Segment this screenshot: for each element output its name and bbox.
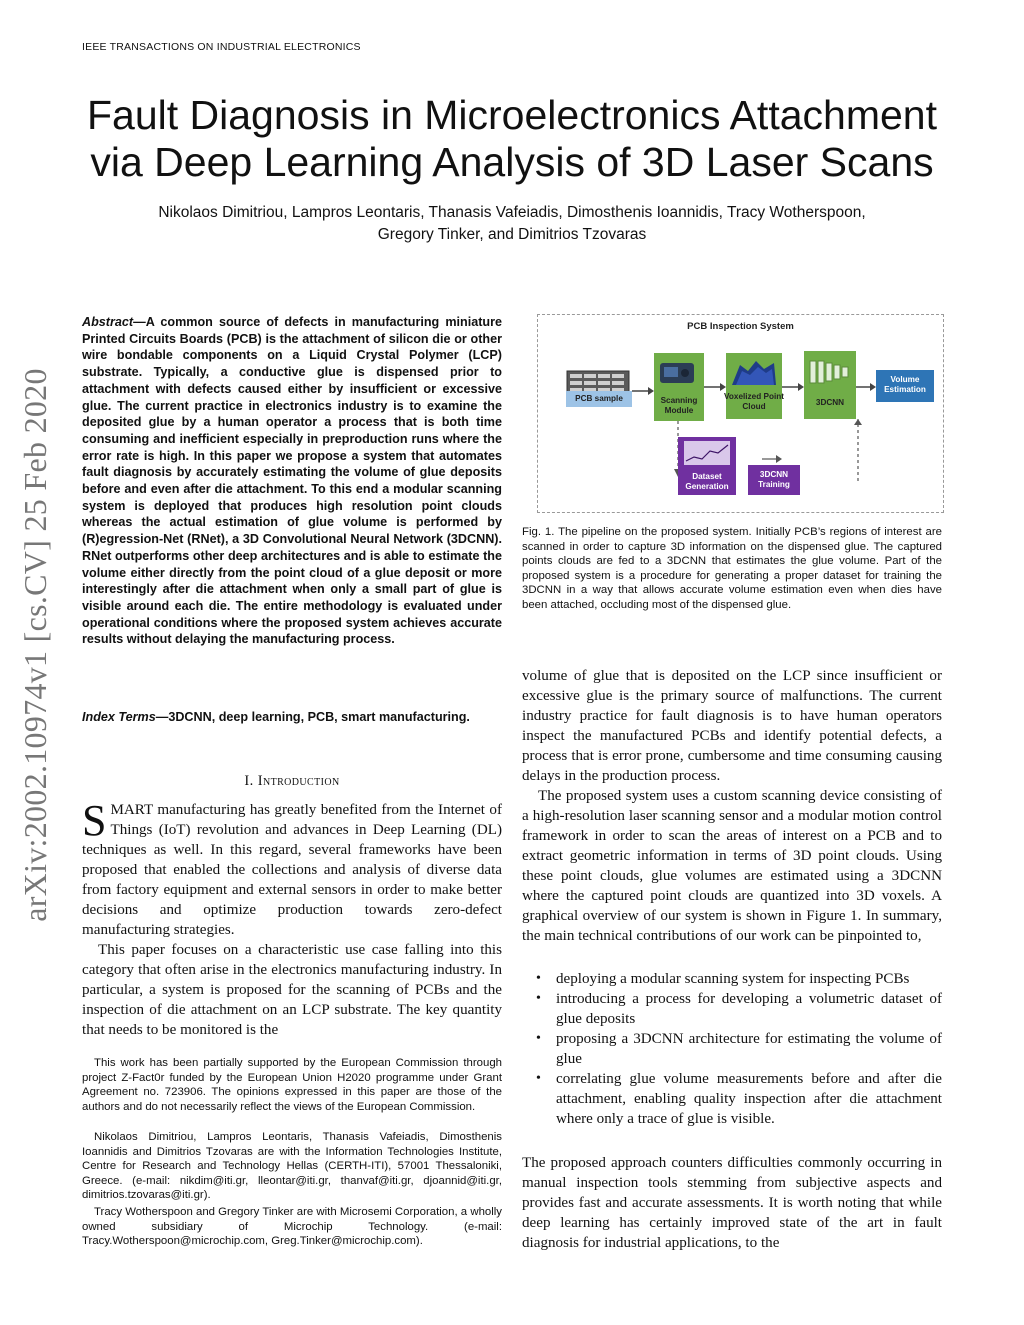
dataset-chart-icon — [684, 441, 730, 465]
abstract-text: —A common source of defects in manufacturing miniature Printed Circuits Boards (PCB) is the attachment of silicon die or other wire bondable components on a Liquid Crystal Polymer (LCP) substrate. Typically, a conductive glue is dispensed prior to attachment with defects caused either by insufficient or excessive glue. The current practice in electronics industry is to examine the deposited glue by a human operator a process that is both time consuming and inefficient especially in preproduction runs where the error rate is high. In this paper we propose a system that automates fault diagnosis by accurately estimating the volume of glue deposits before and even after die attachment. To this end a modular scanning system is deployed that produces high resolution point clouds whereas the actual estimation of glue volume is performed by (R)egression-Net (RNet), a 3D Convolutional Neural Network (3DCNN). RNet outperforms other deep architectures and is able to estimate the volume either directly from the point cloud of a glue deposit or more interestingly after die attachment when only a small part of glue is visible around each die. The entire methodology is evaluated under operational conditions where the proposed system achieves accurate results without delaying the manufacturing process. — [82, 315, 502, 647]
arxiv-stamp — [12, 352, 58, 938]
index-terms-text: —3DCNN, deep learning, PCB, smart manufacturing. — [155, 710, 470, 724]
section-heading — [82, 773, 502, 790]
intro-p1-text: MART manufacturing has greatly benefited from the Internet of Things (IoT) revolution and advances in Deep Learning (DL) techniques as well. In this regard, several frameworks have been proposed that enabled the collections and analysis of diverse data from factory equipment and external sensors in order to make better decisions and optimize production towards zero-defect manufacturing strategies. — [82, 802, 502, 938]
list-item: • correlating glue volume measurements before and after die attachment, enabling quality inspection after die attachment where only a trace of glue is visible. — [522, 1069, 942, 1129]
training-label: 3DCNN Training — [758, 470, 790, 489]
network-layers-icon — [808, 355, 852, 389]
arxiv-stamp-text: arXiv:2002.10974v1 [cs.CV] 25 Feb 2020 — [17, 368, 53, 922]
intro-paragraph-1 — [82, 796, 502, 940]
authors — [80, 202, 944, 246]
authors-line-2: Gregory Tinker, and Dimitrios Tzovaras — [377, 226, 647, 243]
cnn-label: 3DCNN — [815, 398, 845, 407]
arrow-right-icon — [632, 385, 654, 397]
list-item: • introducing a process for developing a volumetric dataset of glue deposits — [522, 989, 942, 1029]
scanner-icon — [658, 357, 698, 389]
arrow-right-icon — [782, 381, 804, 393]
section-number: I. — [244, 773, 254, 789]
paper-title — [60, 92, 964, 186]
figure-1 — [537, 314, 944, 513]
col2-paragraph-2: The proposed system uses a custom scanning device consisting of a high-resolution laser scanning sensor and a modular motion control framework in order to scan the areas of interest on a PCB and to extract geometric information in terms of 3D point clouds. Using these point clouds, glue volumes are estimated using a 3DCNN where the captured point clouds are quantized into 3D voxels. A graphical overview of our system is shown in Figure 1. In summary, the main technical contributions of our work can be pinpointed to, — [522, 788, 942, 944]
footnote-affiliation-1: Nikolaos Dimitriou, Lampros Leontaris, Thanasis Vafeiadis, Dimosthenis Ioannidis and Dimitrios Tzovaras are with the Information Technologies Institute, Centre for Research and Technology Hellas (CERTH-ITI), 57001 Thessaloniki, Greece. (e-mail: nikdim@iti.gr, lleontar@iti.gr, thanvaf@iti.gr, djoannid@iti.gr, dimitrios.tzovaras@iti.gr). — [82, 1131, 502, 1202]
col2-paragraph-3: The proposed approach counters difficulties commonly occurring in manual inspection tools stemming from subjective aspects and provides fast and accurate assessments. It is worth noting that while deep learning has certainly improved state of the art in fault diagnosis for industrial applications, to the — [522, 1155, 942, 1251]
figure-caption: Fig. 1. The pipeline on the proposed system. Initially PCB’s regions of interest are scanned in order to capture 3D information on the dispensed glue. The captured points clouds are fed to a 3DCNN that estimates the glue volume. Part of the proposed system is a procedure for generating a proper dataset for training the 3DCNN in a way that allows accurate volume estimation even when dies have been attached, occluding most of the dispensed glue. — [522, 526, 942, 611]
pcb-sample-label: PCB sample — [575, 394, 623, 403]
arrow-right-icon — [856, 381, 876, 393]
authors-line-1: Nikolaos Dimitriou, Lampros Leontaris, Thanasis Vafeiadis, Dimosthenis Ioannidis, Tracy Wotherspoon, — [158, 204, 866, 221]
abstract-label: Abstract — [82, 315, 134, 329]
contributions-list — [522, 969, 942, 1129]
journal-header: IEEE TRANSACTIONS ON INDUSTRIAL ELECTRONICS — [82, 41, 361, 53]
title-line-2: via Deep Learning Analysis of 3D Laser Scans — [90, 139, 934, 185]
scanning-module-label: Scanning Module — [660, 396, 698, 415]
list-item: • proposing a 3DCNN architecture for estimating the volume of glue — [522, 1029, 942, 1069]
col2-paragraph-1: volume of glue that is deposited on the LCP since insufficient or excessive glue is the primary source of malfunctions. The current industry practice for fault diagnosis is to have human operators inspect the manufactured PCBs and identify potential defects, a process that is error prone, cumbersome and time consuming causing delays in the production process. — [522, 668, 942, 784]
footnote-affiliation-2: Tracy Wotherspoon and Gregory Tinker are with Microsemi Corporation, a wholly owned subsidiary of Microchip Technology. (e-mail: Tracy.Wotherspoon@microchip.com, Greg.Tinker@microchip.com). — [82, 1206, 502, 1248]
volume-label: Volume Estimation — [884, 375, 926, 394]
voxelized-label: Voxelized Point Cloud — [724, 392, 784, 411]
abstract — [82, 314, 502, 648]
figure-title: PCB Inspection System — [687, 321, 794, 332]
arrow-right-icon — [704, 381, 726, 393]
section-title: Introduction — [257, 773, 340, 789]
drop-cap: S — [82, 796, 107, 845]
point-cloud-icon — [730, 357, 778, 387]
footnote-funding: This work has been partially supported by the European Commission through project Z-Fact0r funded by the European Union H2020 programme under Grant Agreement no. 723906. The opinions expressed in this paper are those of the authors and do not necessarily reflect the views of the European Commission. — [82, 1057, 502, 1113]
dataset-label: Dataset Generation — [685, 472, 729, 491]
index-terms-label: Index Terms — [82, 710, 156, 724]
list-item: • deploying a modular scanning system for inspecting PCBs — [522, 969, 942, 989]
title-line-1: Fault Diagnosis in Microelectronics Attachment — [87, 92, 937, 138]
intro-paragraph-2: This paper focuses on a characteristic use case falling into this category that often arise in the electronics manufacturing industry. In particular, a system is proposed for the scanning of PCBs and the inspection of die attachment on an LCP substrate. The key quantity that needs to be monitored is the — [82, 942, 502, 1038]
index-terms — [82, 709, 502, 726]
